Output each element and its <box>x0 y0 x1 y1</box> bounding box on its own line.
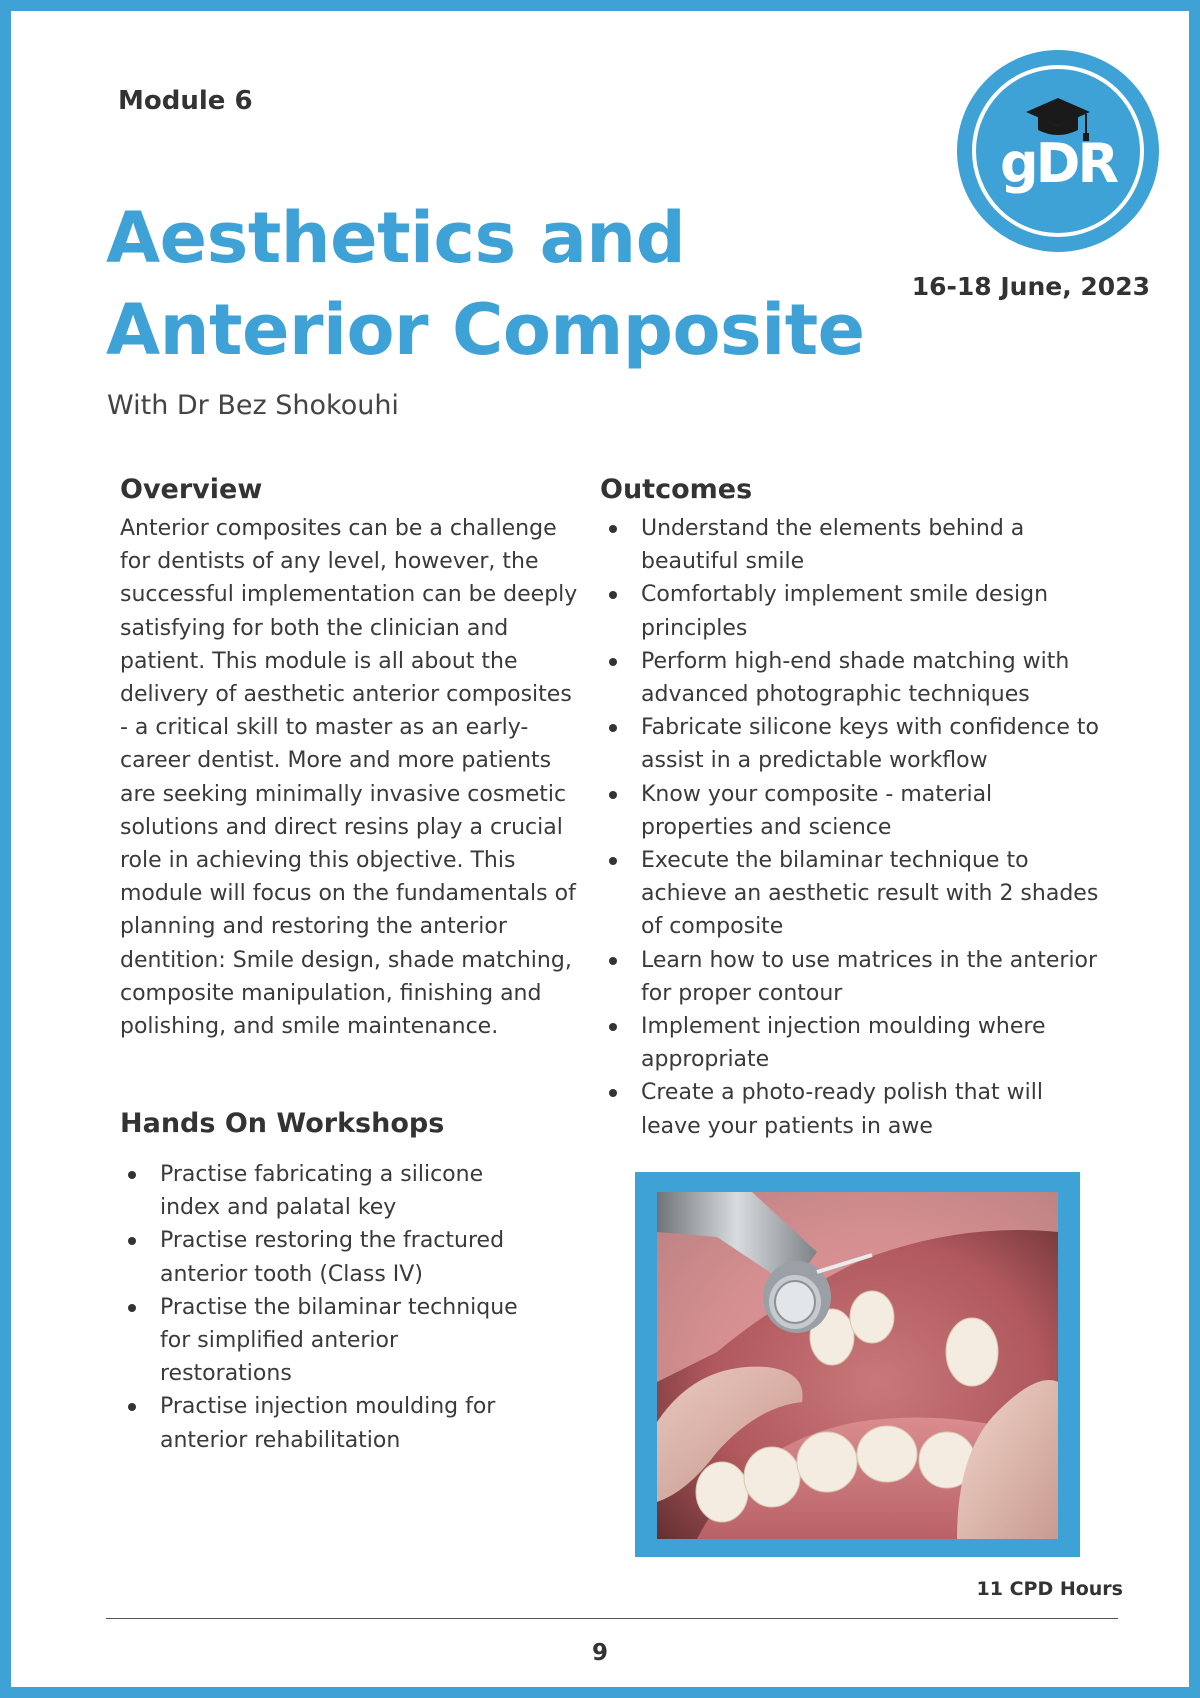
footer-divider <box>106 1618 1118 1619</box>
list-item: Create a photo-ready polish that will leave your patients in awe <box>601 1076 1101 1142</box>
cpd-hours: 11 CPD Hours <box>976 1578 1123 1600</box>
dental-procedure-photo <box>657 1192 1058 1539</box>
list-item: Practise injection moulding for anterior rehabilitation <box>120 1390 530 1456</box>
overview-heading: Overview <box>120 474 263 505</box>
workshops-list <box>120 1158 530 1457</box>
list-item: Practise restoring the fractured anterior tooth (Class IV) <box>120 1224 530 1290</box>
list-item: Practise fabricating a silicone index and palatal key <box>120 1158 530 1224</box>
logo-text: gDR <box>999 132 1117 195</box>
list-item: Implement injection moulding where appropriate <box>601 1010 1101 1076</box>
overview-text: Anterior composites can be a challenge for dentists of any level, however, the successful implementation can be deeply satisfying for both the clinician and patient. This module is all about the delivery of aesthetic anterior composites - a critical skill to master as an early-career dentist. More and more patients are seeking minimally invasive cosmetic solutions and direct resins play a crucial role in achieving this objective. This module will focus on the fundamentals of planning and restoring the anterior dentition: Smile design, shade matching, composite manipulation, finishing and polishing, and smile maintenance. <box>120 516 578 1040</box>
list-item: Perform high-end shade matching with advanced photographic techniques <box>601 645 1101 711</box>
list-item: Practise the bilaminar technique for simplified anterior restorations <box>120 1291 530 1391</box>
page-number: 9 <box>591 1640 608 1666</box>
presenter-subtitle: With Dr Bez Shokouhi <box>107 390 399 421</box>
list-item: Comfortably implement smile design principles <box>601 578 1101 644</box>
title-line-1: Aesthetics and <box>106 197 686 279</box>
workshops-heading: Hands On Workshops <box>120 1108 445 1139</box>
title-line-2: Anterior Composite <box>106 289 865 371</box>
module-label: Module 6 <box>118 86 253 116</box>
list-item: Know your composite - material properties and science <box>601 778 1101 844</box>
page-title <box>106 192 865 376</box>
list-item: Execute the bilaminar technique to achieve an aesthetic result with 2 shades of composite <box>601 844 1101 944</box>
outcomes-list <box>601 512 1101 1143</box>
outcomes-heading: Outcomes <box>600 474 753 505</box>
gdr-logo <box>957 50 1159 252</box>
list-item: Learn how to use matrices in the anterior for proper contour <box>601 944 1101 1010</box>
event-date: 16-18 June, 2023 <box>911 272 1150 301</box>
list-item: Fabricate silicone keys with confidence to assist in a predictable workflow <box>601 711 1101 777</box>
list-item: Understand the elements behind a beautiful smile <box>601 512 1101 578</box>
